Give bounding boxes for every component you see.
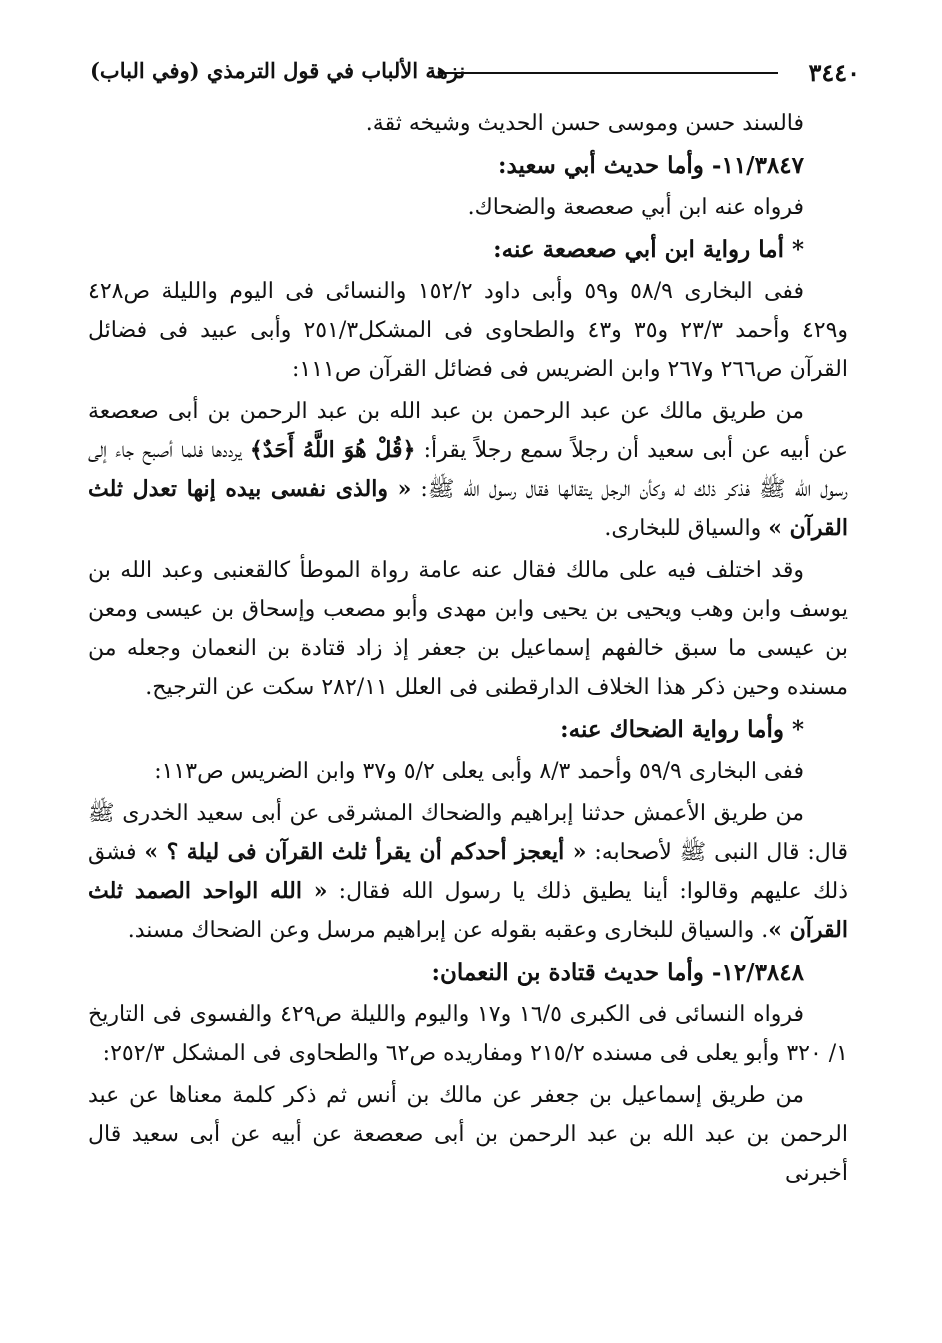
bold-text-run: ١١/٣٨٤٧- وأما حديث أبي سعيد: bbox=[497, 152, 804, 179]
bold-text-run: ﴿قُلْ هُوَ اللَّهُ أَحَدٌ﴾ bbox=[249, 437, 416, 463]
page-header bbox=[90, 58, 860, 88]
text-run: من طريق مالك عن عبد الرحمن بن عبد الله بن عبد الرحمن بن أبى صعصعة عن أبيه عن أبى سعيد أن رجلاً سمع رجلاً يقرأ: bbox=[88, 399, 848, 463]
bold-text-run: * وأما رواية الضحاك عنه: bbox=[560, 716, 804, 743]
paragraph bbox=[88, 1076, 848, 1193]
text-run: من طريق إسماعيل بن جعفر عن مالك بن أنس ثم ذكر كلمة معناها عن عبد الرحمن بن عبد الله بن عبد الرحمن بن أبى صعصعة عن أبيه عن أبى سعيد قال أخبرنى bbox=[88, 1083, 848, 1186]
text-run: وقد اختلف فيه على مالك فقال عنه عامة رواة الموطأ كالقعنبى وعبد الله بن يوسف وابن وهب ويحيى بن يحيى وابن مهدى وأبو مصعب وإسحاق بن عيسى ومعن بن عيسى ما سبق خالفهم إسماعيل بن جعفر إذ زاد قتادة بن النعمان وجعله من مسنده وحين ذكر هذا الخلاف الدارقطنى فى العلل ٢٨٢/١١ سكت عن الترجيح. bbox=[88, 558, 848, 700]
text-run: فرواه النسائى فى الكبرى ١٦/٥ و١٧ واليوم والليلة ص٤٢٩ والفسوى فى التاريخ ١/ ٣٢٠ وأبو يعلى فى مسنده ٢١٥/٢ ومفاريده ص٦٢ والطحاوى فى المشكل ٢٥٢/٣: bbox=[88, 1002, 848, 1066]
text-run: والسياق للبخارى. bbox=[604, 516, 769, 541]
bold-text-run: « الله الواحد الصمد ثلث القرآن » bbox=[88, 878, 848, 943]
body-text bbox=[88, 104, 848, 1196]
text-run: فالسند حسن وموسى حسن الحديث وشيخه ثقة. bbox=[365, 111, 804, 136]
bold-text-run: * أما رواية ابن أبي صعصعة عنه: bbox=[493, 236, 804, 263]
paragraph bbox=[88, 794, 848, 950]
bold-text-run: ١٢/٣٨٤٨- وأما حديث قتادة بن النعمان: bbox=[431, 959, 804, 986]
text-run: يرددها فلما أصبح جاء إلى رسول الله ﷺ فذكر ذلك له وكأن الرجل يتقالها فقال رسول الله ﷺ: bbox=[88, 438, 848, 502]
paragraph bbox=[88, 392, 848, 548]
section-heading bbox=[88, 230, 848, 269]
paragraph bbox=[88, 104, 848, 143]
paragraph bbox=[88, 272, 848, 389]
bold-text-run: « أيعجز أحدكم أن يقرأ ثلث القرآن فى ليلة ؟ » bbox=[144, 839, 587, 865]
paragraph bbox=[88, 995, 848, 1073]
header-rule bbox=[438, 72, 778, 74]
text-run: . والسياق للبخارى وعقبه بقوله عن إبراهيم مرسل وعن الضحاك مسند. bbox=[127, 918, 769, 943]
text-run: فشق ذلك عليهم وقالوا: أينا يطيق ذلك يا رسول الله فقال: bbox=[88, 840, 849, 904]
text-run: ففى البخارى ٥٨/٩ و٥٩ وأبى داود ١٥٢/٢ والنسائى فى اليوم والليلة ص٤٢٨ و٤٢٩ وأحمد ٢٣/٣ و٣٥ و٤٣ والطحاوى فى المشكل٢٥١/٣ وأبى عبيد فى فضائل القرآن ص٢٦٦ و٢٦٧ وابن الضريس فى فضائل القرآن ص١١١: bbox=[88, 279, 849, 382]
paragraph bbox=[88, 188, 848, 227]
section-heading bbox=[88, 146, 848, 185]
paragraph bbox=[88, 752, 848, 791]
bold-text-run: « والذى نفسى بيده إنها تعدل ثلث القرآن » bbox=[88, 476, 848, 541]
text-run: فرواه عنه ابن أبي صعصعة والضحاك. bbox=[467, 195, 804, 220]
text-run: ففى البخارى ٥٩/٩ وأحمد ٨/٣ وأبى يعلى ٥/٢ و٣٧ وابن الضريس ص١١٣: bbox=[154, 759, 804, 784]
paragraph bbox=[88, 551, 848, 707]
section-heading bbox=[88, 953, 848, 992]
running-title: نزهة الألباب في قول الترمذي (وفي الباب) bbox=[90, 58, 466, 83]
section-heading bbox=[88, 710, 848, 749]
text-run: من طريق الأعمش حدثنا إبراهيم والضحاك المشرقى عن أبى سعيد الخدرى ﷺ قال: قال النبى ﷺ لأصحابه: bbox=[88, 801, 848, 865]
page-number: ٣٤٤٠ bbox=[808, 58, 860, 87]
